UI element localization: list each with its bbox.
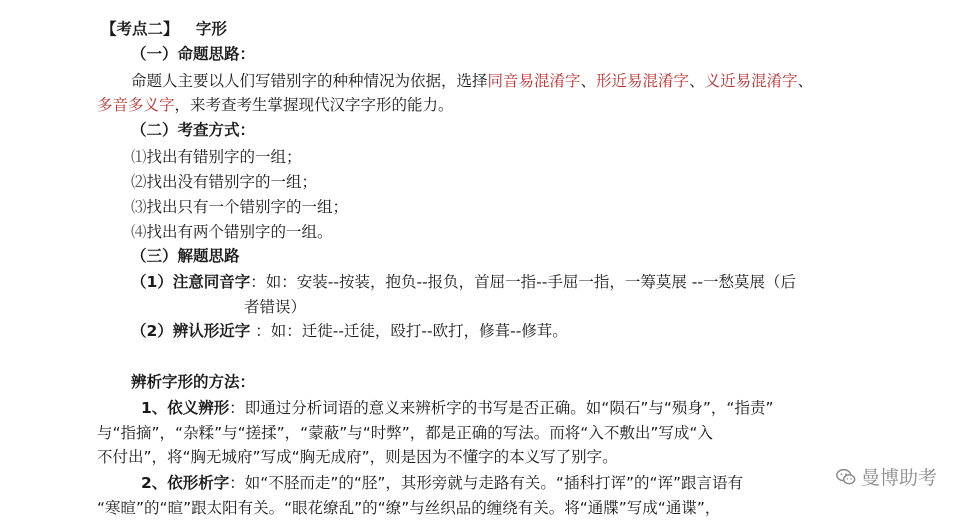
list-text: 找出只有一个错别字的一组； bbox=[146, 198, 349, 216]
highlight-similar-meaning: 义近易混淆字 bbox=[704, 72, 798, 90]
list-number: ⑴ bbox=[131, 148, 147, 166]
paragraph-text: ，来考查考生掌握现代汉字字形的能力。 bbox=[174, 96, 454, 114]
paragraph-text: 命题人主要以人们写错别字的种种情况为依据，选择 bbox=[131, 72, 488, 90]
list-item bbox=[131, 221, 333, 243]
method-line: “寒暄”的“暄”跟太阳有关。“眼花缭乱”的“缭”与丝织品的缠绕有关。将“通牒”写成“通谍”， bbox=[97, 499, 721, 517]
tip-text: ：如：安装--按装，抱负--报负，首屈一指--手屈一指，一筹莫展 --一愁莫展（后 bbox=[250, 273, 796, 291]
method-label: 1、依义辨形 bbox=[141, 399, 230, 417]
method-line bbox=[141, 397, 773, 419]
heading-title: 字形 bbox=[195, 20, 227, 38]
wechat-icon bbox=[835, 466, 857, 488]
highlight-similar-shape: 形近易混淆字 bbox=[596, 72, 690, 90]
tip-label: （1）注意同音字 bbox=[131, 273, 251, 291]
method-line: 不付出”，将“胸无城府”写成“胸无成府”，则是因为不懂字的本义写了别字。 bbox=[97, 448, 618, 466]
separator: 、 bbox=[797, 72, 814, 90]
watermark-text: 曼博助考 bbox=[860, 467, 937, 489]
tip-continuation: 者错误） bbox=[244, 298, 307, 316]
method-text: ：如“不胫而走”的“胫”，其形旁就与走路有关。“插科打诨”的“诨”跟言语有 bbox=[229, 474, 744, 492]
list-text: 找出有两个错别字的一组。 bbox=[146, 223, 333, 241]
subsection-title-3: （三）解题思路 bbox=[131, 247, 240, 265]
tip-label: （2）辨认形近字 bbox=[131, 322, 251, 340]
heading-tag: 【考点二】 bbox=[101, 20, 179, 38]
separator: 、 bbox=[580, 72, 597, 90]
method-text: ：即通过分析词语的意义来辨析字的书写是否正确。如“陨石”与“殒身”，“指责” bbox=[229, 399, 774, 417]
paragraph-line bbox=[97, 94, 454, 116]
methods-title: 辨析字形的方法： bbox=[131, 373, 256, 391]
section-heading bbox=[101, 18, 227, 40]
list-item bbox=[131, 196, 348, 218]
subsection-title-2: （二）考查方式： bbox=[131, 121, 256, 139]
list-number: ⑵ bbox=[131, 173, 147, 191]
list-item bbox=[131, 146, 302, 168]
list-number: ⑶ bbox=[131, 198, 147, 216]
subsection-title-1: （一）命题思路： bbox=[131, 45, 256, 63]
watermark bbox=[835, 463, 937, 490]
method-label: 2、依形析字 bbox=[141, 474, 230, 492]
highlight-polyphone: 多音多义字 bbox=[97, 96, 175, 114]
highlight-homophone: 同音易混淆字 bbox=[487, 72, 581, 90]
list-text: 找出没有错别字的一组； bbox=[146, 173, 318, 191]
method-line: 与“指摘”，“杂糅”与“搓揉”，“蒙蔽”与“时弊”，都是正确的写法。而将“入不敷出”写成“入 bbox=[97, 424, 713, 442]
method-line bbox=[141, 472, 743, 494]
list-text: 找出有错别字的一组； bbox=[146, 148, 302, 166]
list-number: ⑷ bbox=[131, 223, 147, 241]
list-item bbox=[131, 171, 317, 193]
tip-line bbox=[131, 271, 796, 293]
paragraph-line bbox=[131, 70, 813, 92]
tip-text: ：如：迁徙--迁徒，殴打--欧打，修葺--修茸。 bbox=[250, 322, 568, 340]
tip-line bbox=[131, 320, 568, 342]
separator: 、 bbox=[689, 72, 705, 90]
